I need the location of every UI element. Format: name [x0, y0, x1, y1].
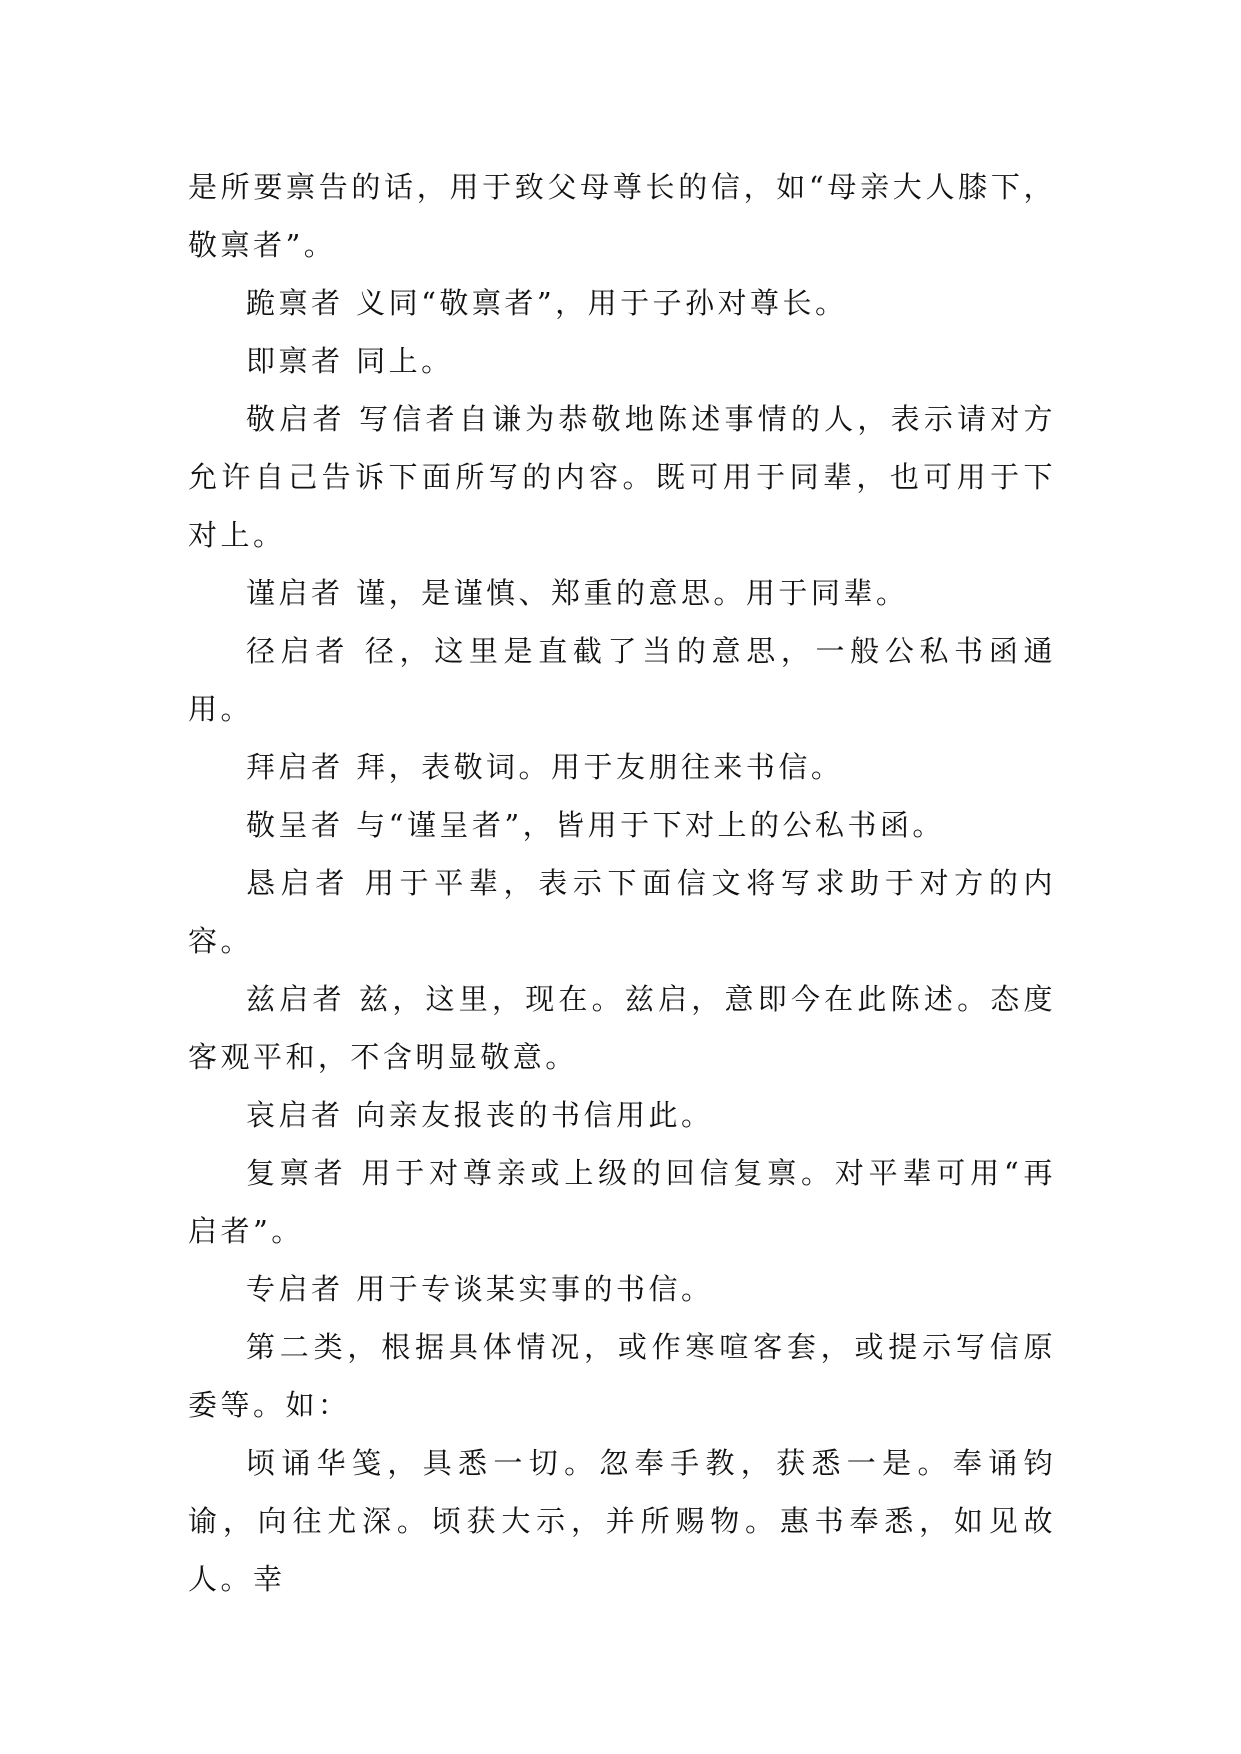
paragraph-jing-qi-zhe-direct: 径启者 径，这里是直截了当的意思，一般公私书函通用。 — [188, 634, 1056, 726]
paragraph-bai-qi-zhe: 拜启者 拜，表敬词。用于友朋往来书信。 — [246, 750, 844, 784]
paragraph-ai-qi-zhe: 哀启者 向亲友报丧的书信用此。 — [246, 1098, 714, 1132]
paragraph-jin-qi-zhe: 谨启者 谨，是谨慎、郑重的意思。用于同辈。 — [246, 576, 909, 610]
paragraph-gui-bing-zhe: 跪禀者 义同“敬禀者”，用于子孙对尊长。 — [246, 286, 848, 320]
paragraph-jing-cheng-zhe: 敬呈者 与“谨呈者”，皆用于下对上的公私书函。 — [246, 808, 945, 842]
paragraph-continuation: 是所要禀告的话，用于致父母尊长的信，如“母亲大人膝下，敬禀者”。 — [188, 170, 1056, 262]
paragraph-examples: 顷诵华笺，具悉一切。忽奉手教，获悉一是。奉诵钧谕，向往尤深。顷获大示，并所赐物。惠书奉悉，如见故人。幸 — [188, 1446, 1056, 1596]
paragraph-zi-qi-zhe: 兹启者 兹，这里，现在。兹启，意即今在此陈述。态度客观平和，不含明显敬意。 — [188, 982, 1056, 1074]
paragraph-fu-bing-zhe: 复禀者 用于对尊亲或上级的回信复禀。对平辈可用“再启者”。 — [188, 1156, 1056, 1248]
paragraph-category-two: 第二类，根据具体情况，或作寒喧客套，或提示写信原委等。如： — [188, 1330, 1056, 1422]
document-page — [188, 158, 1056, 1608]
paragraph-zhuan-qi-zhe: 专启者 用于专谈某实事的书信。 — [246, 1272, 714, 1306]
paragraph-ken-qi-zhe: 恳启者 用于平辈，表示下面信文将写求助于对方的内容。 — [188, 866, 1056, 958]
paragraph-jing-qi-zhe: 敬启者 写信者自谦为恭敬地陈述事情的人，表示请对方允许自己告诉下面所写的内容。既可用于同辈，也可用于下对上。 — [188, 402, 1056, 552]
paragraph-ji-bing-zhe: 即禀者 同上。 — [246, 344, 454, 378]
